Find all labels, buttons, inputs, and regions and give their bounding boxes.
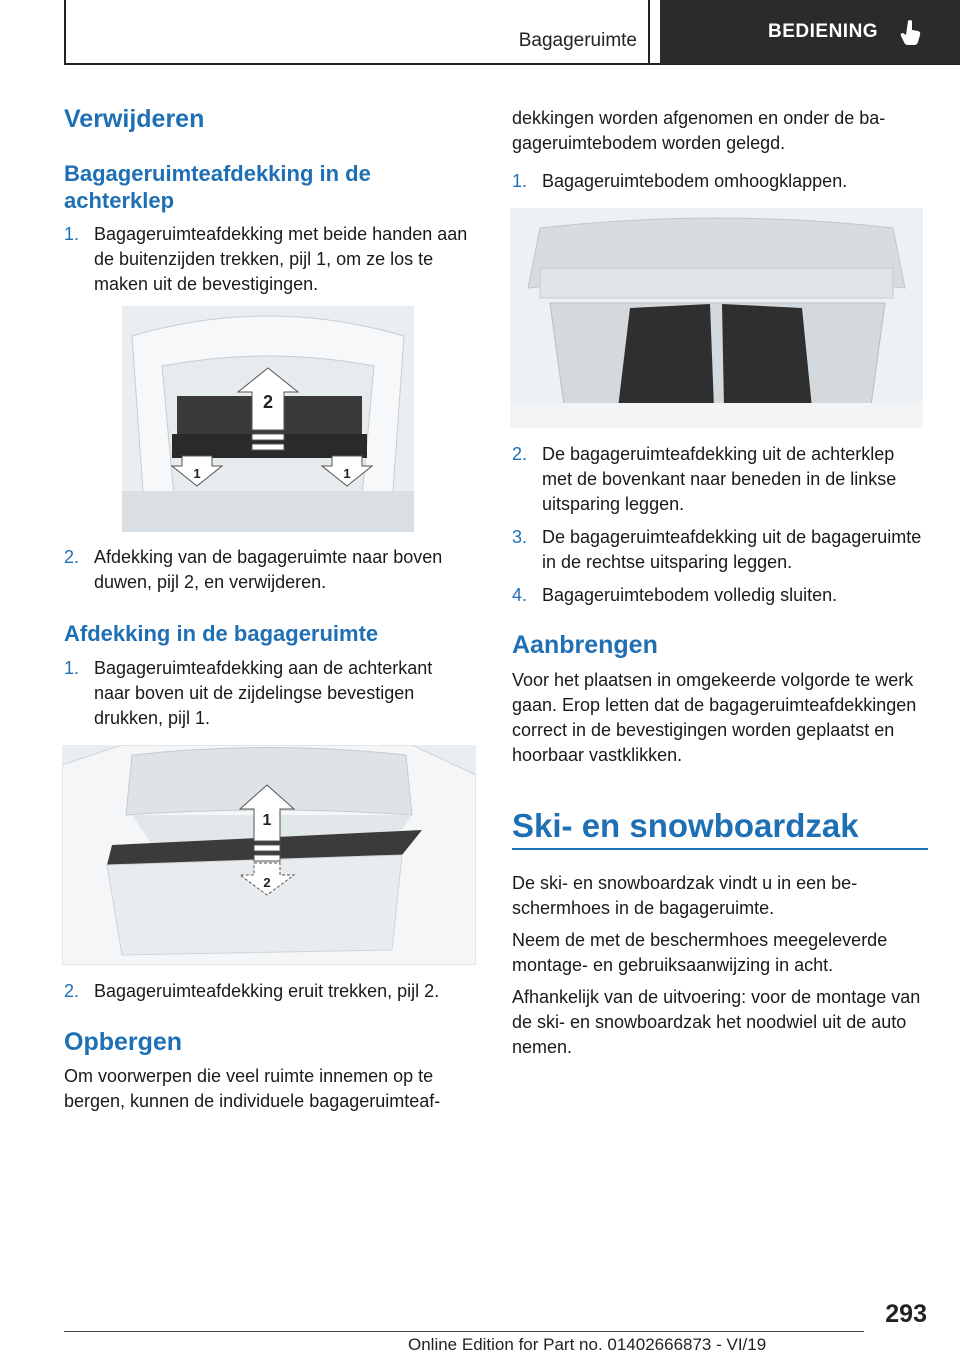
list-item <box>64 545 468 595</box>
step-number: 2. <box>64 547 80 567</box>
heading-store: Opbergen <box>64 1028 183 1056</box>
figure-tailgate-cover <box>122 306 414 532</box>
figure-cargo-floor <box>510 208 923 428</box>
arrow-label-1: 1 <box>262 812 272 829</box>
figure-cargo-floor-illustration <box>510 208 923 428</box>
step-text: Bagageruimteafdekking eruit trekken, pijl 2. <box>94 981 440 1001</box>
heading-ski-bag: Ski- en snowboardzak <box>512 807 859 844</box>
heading-cargo-cover: Afdekking in de bagageruimte <box>64 621 379 646</box>
step-number: 1. <box>64 224 80 244</box>
store-paragraph: Om voorwerpen die veel ruimte innemen op te bergen, kunnen de individuele bagageruimteaf- <box>64 1066 441 1111</box>
heading-remove: Verwijderen <box>64 105 205 133</box>
header-divider <box>648 0 650 64</box>
list-item <box>512 525 928 575</box>
figure-cargo-cover <box>62 745 476 965</box>
header-left-rule <box>64 0 66 64</box>
figure-cargo-illustration <box>62 745 476 965</box>
header-section-title: Bagageruimte <box>518 30 637 51</box>
header-chapter-label: BEDIENING <box>768 21 879 42</box>
step-number: 1. <box>64 658 80 678</box>
arrow-label-2: 2 <box>263 875 271 890</box>
ski-paragraph-2: Neem de met de beschermhoes meegeleverde montage- en gebruiksaanwijzing in acht. <box>512 930 888 975</box>
step-number: 3. <box>512 527 528 547</box>
step-text: De bagageruimteafdekking uit de bagageruimte in de rechtse uitsparing leggen. <box>542 527 922 572</box>
list-item <box>512 169 928 194</box>
ski-paragraph-1: De ski- en snowboardzak vindt u in een beschermhoes in de bagageruimte. <box>512 873 858 918</box>
section-rule <box>512 848 928 850</box>
list-item <box>512 583 928 608</box>
ski-paragraph-3: Afhankelijk van de uitvoering: voor de montage van de ski- en snowboardzak het noodwiel uit de auto nemen. <box>512 987 921 1057</box>
step-text: Bagageruimtebodem omhoogklappen. <box>542 171 848 191</box>
footer-rule <box>64 1331 864 1332</box>
list-item <box>64 656 468 731</box>
step-number: 4. <box>512 585 528 605</box>
heading-mount: Aanbrengen <box>512 631 658 659</box>
step-number: 1. <box>512 171 528 191</box>
list-item <box>64 222 468 297</box>
step-text: Bagageruimteafdekking met beide handen aan de buitenzijden trekken, pijl 1, om ze los te maken uit de bevestigingen. <box>94 224 468 294</box>
list-item <box>64 979 468 1004</box>
list-item <box>512 442 928 517</box>
step-number: 2. <box>512 444 528 464</box>
heading-tailgate-cover: Bagageruimteafdekking in de achterklep <box>64 161 371 213</box>
step-text: Bagageruimtebodem volledig sluiten. <box>542 585 838 605</box>
hand-pointer-icon <box>900 19 922 45</box>
arrow-label-2: 2 <box>262 392 274 412</box>
header-chapter-tab[interactable] <box>660 0 960 64</box>
page-number: 293 <box>885 1300 927 1328</box>
figure-tailgate-illustration <box>122 306 414 532</box>
edition-note: Online Edition for Part no. 01402666873 - VI/19 <box>408 1335 767 1354</box>
arrow-label-1-right: 1 <box>343 466 351 481</box>
arrow-label-1-left: 1 <box>193 466 201 481</box>
step-text: Bagageruimteafdekking aan de achterkant naar boven uit de zijdelingse bevestigen drukken, pijl 1. <box>94 658 433 728</box>
step-number: 2. <box>64 981 80 1001</box>
mount-paragraph: Voor het plaatsen in omgekeerde volgorde te werk gaan. Erop letten dat de bagageruimteafdekkingen correct in de bevestigingen worden geplaatst en hoorbaar vastklikken. <box>512 670 917 765</box>
store-paragraph-continued: dekkingen worden afgenomen en onder de bagageruimtebodem worden gelegd. <box>512 108 886 153</box>
step-text: Afdekking van de bagageruimte naar boven duwen, pijl 2, en verwijderen. <box>94 547 443 592</box>
step-text: De bagageruimteafdekking uit de achterklep met de bovenkant naar beneden in de linkse uitsparing leggen. <box>542 444 897 514</box>
